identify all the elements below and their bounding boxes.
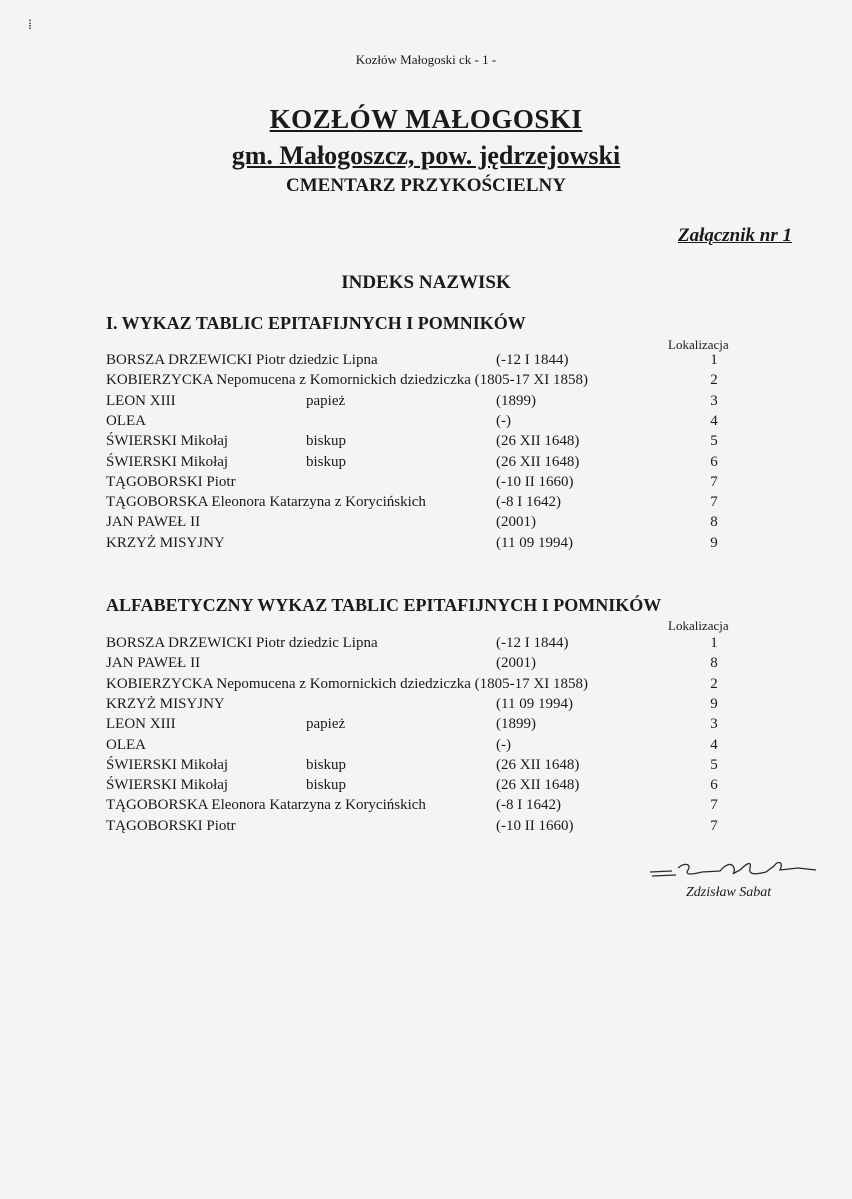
list-item [0,372,852,392]
entry-name: TĄGOBORSKI Piotr [106,817,236,834]
entry-name: LEON XIII [106,392,176,409]
title-cemetery: CMENTARZ PRZYKOŚCIELNY [286,175,566,196]
list-item [0,413,852,433]
list-item [0,635,852,655]
entry-date: (-8 I 1642) [496,797,561,814]
entry-name: LEON XIII [106,716,176,733]
index-heading: INDEKS NAZWISK [341,272,511,293]
entry-location: 9 [710,695,718,712]
entry-location: 7 [710,797,718,814]
list-item [0,818,852,838]
list-item [0,797,852,817]
entry-date: (2001) [496,655,536,672]
entry-date: (-) [496,736,511,753]
entry-name: TĄGOBORSKI Piotr [106,473,236,490]
list-item [0,514,852,534]
entry-location: 3 [710,392,718,409]
entry-location: 5 [710,433,718,450]
entry-name: ŚWIERSKI Mikołaj [106,777,229,794]
entry-date: (-12 I 1844) [496,635,569,651]
location-column-header: Lokalizacja [668,618,729,633]
annex-label: Załącznik nr 1 [677,225,792,246]
entry-location: 6 [710,453,718,470]
signature-scribble [648,852,823,887]
running-head: Kozłów Małogoski ck - 1 - [355,52,497,67]
entry-location: 1 [710,352,718,368]
list-item [0,696,852,716]
entry-name: JAN PAWEŁ II [106,655,201,672]
entry-date: (1899) [496,716,536,733]
signature-name: Zdzisław Sabat [686,885,772,900]
list-item [0,393,852,413]
entry-role: biskup [306,453,347,470]
entry-name: KRZYŻ MISYJNY [106,534,225,551]
list-item [0,535,852,555]
entry-name: ŚWIERSKI Mikołaj [106,433,229,450]
entry-location: 4 [710,736,718,753]
entry-date: (2001) [496,514,536,531]
entry-date: (26 XII 1648) [496,433,580,450]
list-item [0,454,852,474]
entry-date: (26 XII 1648) [496,756,580,773]
entry-role: biskup [306,777,347,794]
entry-location: 7 [710,494,718,511]
list-item [0,737,852,757]
entry-location: 7 [710,817,718,834]
entry-location: 2 [710,372,718,389]
entry-date: (-12 I 1844) [496,352,569,368]
title-locality: KOZŁÓW MAŁOGOSKI [269,104,583,134]
section2-heading: ALFABETYCZNY WYKAZ TABLIC EPITAFIJNYCH I POMNIKÓW [106,595,662,615]
entry-role: biskup [306,433,347,450]
margin-mark: ⁞ [28,18,32,33]
list-item [0,433,852,453]
entry-date: (-10 II 1660) [496,473,574,490]
list-item [0,777,852,797]
entry-date: (-8 I 1642) [496,494,561,511]
entry-date: (-) [496,412,511,429]
entry-location: 4 [710,412,718,429]
entry-role: papież [306,716,346,733]
list-item [0,352,852,372]
entry-location: 1 [710,635,718,651]
entry-name: KOBIERZYCKA Nepomucena z Komornickich dziedziczka (1805-17 XI 1858) [106,675,588,692]
entry-name: TĄGOBORSKA Eleonora Katarzyna z Korycińskich [106,494,426,511]
list-item [0,655,852,675]
entry-name: KOBIERZYCKA Nepomucena z Komornickich dziedziczka (1805-17 XI 1858) [106,372,588,389]
list-item [0,676,852,696]
entry-name: OLEA [106,412,146,429]
list-item [0,474,852,494]
entry-name: ŚWIERSKI Mikołaj [106,453,229,470]
entry-role: biskup [306,756,347,773]
entry-name: BORSZA DRZEWICKI Piotr dziedzic Lipna [106,635,378,651]
entry-name: JAN PAWEŁ II [106,514,201,531]
entry-date: (26 XII 1648) [496,777,580,794]
entry-name: BORSZA DRZEWICKI Piotr dziedzic Lipna [106,352,378,368]
list-item [0,494,852,514]
entry-location: 2 [710,675,718,692]
entry-date: (11 09 1994) [496,534,573,551]
entry-location: 8 [710,514,718,531]
entry-location: 6 [710,777,718,794]
entry-date: (11 09 1994) [496,695,573,712]
title-commune: gm. Małogoszcz, pow. jędrzejowski [231,141,621,170]
entry-name: ŚWIERSKI Mikołaj [106,756,229,773]
entry-location: 5 [710,756,718,773]
entry-location: 7 [710,473,718,490]
entry-location: 9 [710,534,718,551]
entry-location: 8 [710,655,718,672]
entry-date: (1899) [496,392,536,409]
entry-location: 3 [710,716,718,733]
entry-name: KRZYŻ MISYJNY [106,695,225,712]
entry-date: (-10 II 1660) [496,817,574,834]
list-item [0,716,852,736]
section1-heading: I. WYKAZ TABLIC EPITAFIJNYCH I POMNIKÓW [106,313,526,333]
entry-name: OLEA [106,736,146,753]
entry-name: TĄGOBORSKA Eleonora Katarzyna z Korycińskich [106,797,426,814]
entry-role: papież [306,392,346,409]
list-item [0,757,852,777]
location-column-header: Lokalizacja [668,337,729,352]
entry-date: (26 XII 1648) [496,453,580,470]
